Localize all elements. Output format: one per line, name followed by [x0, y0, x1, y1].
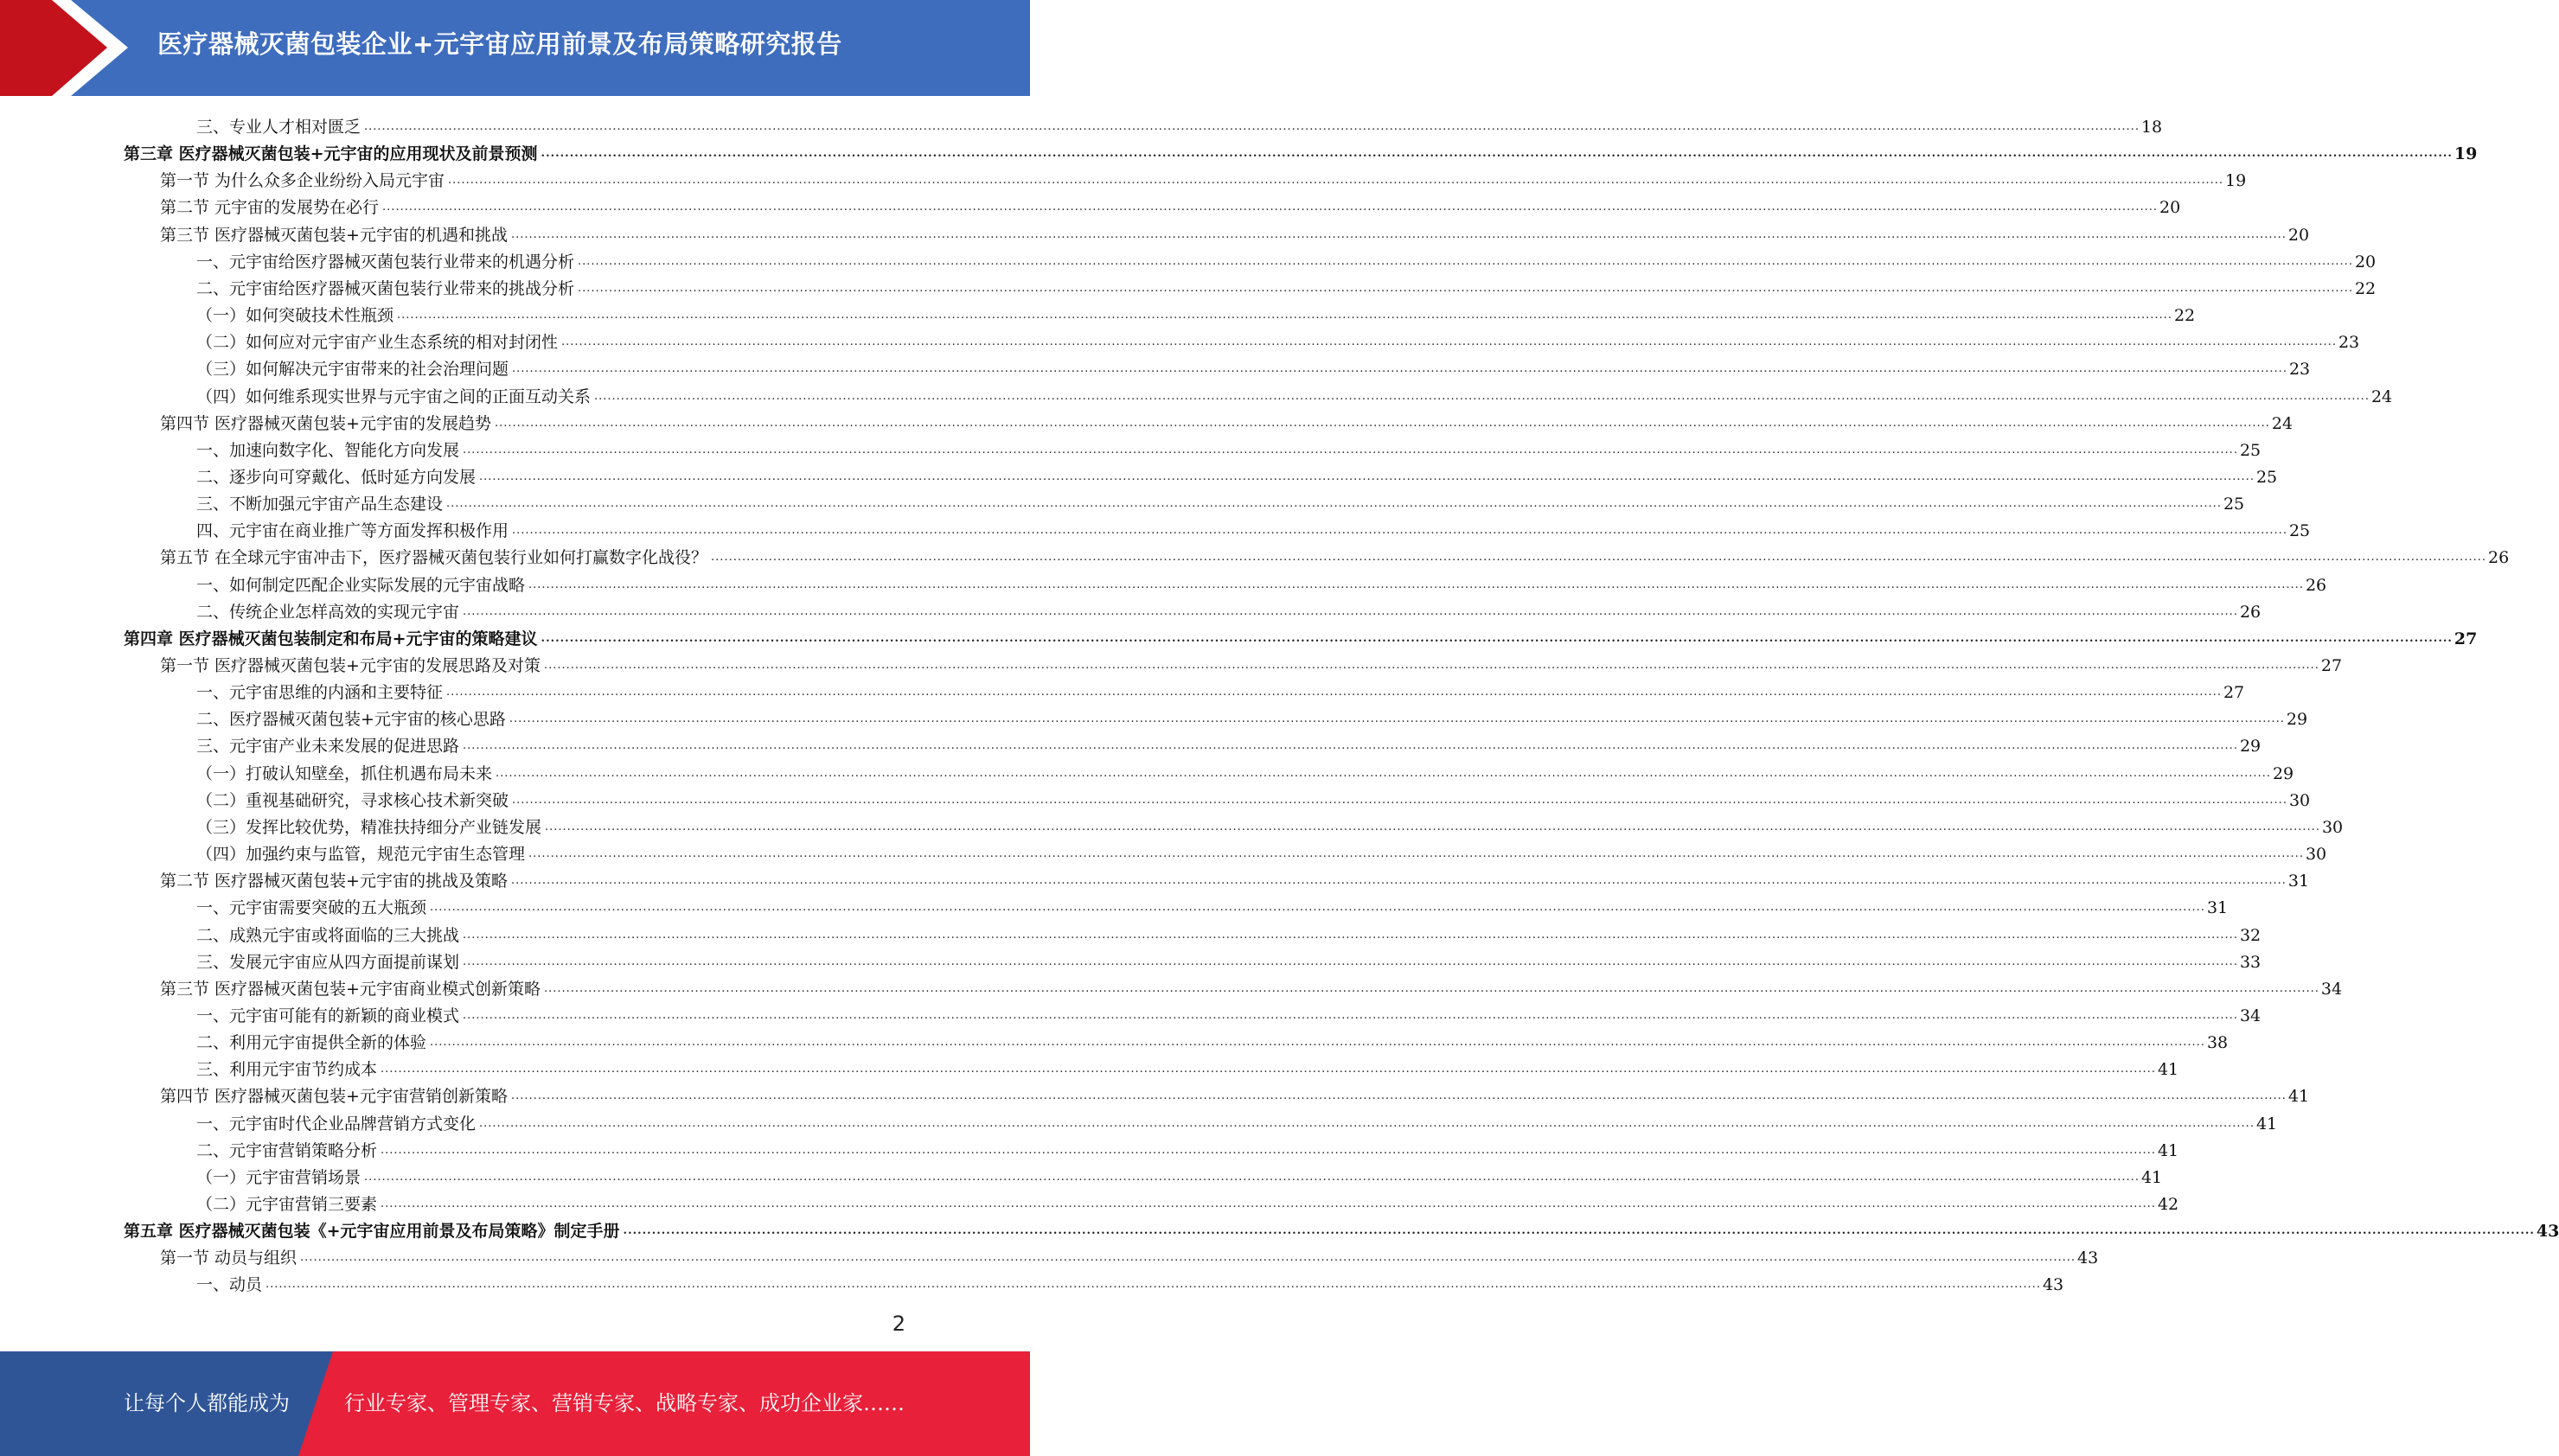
- toc-entry-title: （一）如何突破技术性瓶颈: [196, 306, 394, 325]
- toc-entry-page: 34: [2239, 1006, 2262, 1025]
- toc-dot-leader: ................................................................................................................................................................................................................................................................................................................................................................................................................: [300, 1251, 2076, 1264]
- toc-entry-title: 二、元宇宙给医疗器械灭菌包装行业带来的挑战分析: [196, 279, 575, 298]
- toc-section-entry[interactable]: [160, 407, 2294, 434]
- toc-entry-title: 一、元宇宙思维的内涵和主要特征: [196, 683, 444, 702]
- toc-entry-title: （二）重视基础研究，寻求核心技术新突破: [196, 791, 509, 810]
- toc-dot-leader: ................................................................................................................................................................................................................................................................................................................................................................................................................: [510, 228, 2287, 241]
- toc-entry-page: 30: [2321, 818, 2344, 837]
- toc-entry-title: 第四节 医疗器械灭菌包装+元宇宙营销创新策略: [160, 1087, 508, 1106]
- toc-entry-page: 20: [2287, 226, 2310, 245]
- toc-dot-leader: ................................................................................................................................................................................................................................................................................................................................................................................................................: [446, 686, 2222, 699]
- toc-entry-page: 22: [2354, 279, 2377, 298]
- toc-entry-page: 41: [2157, 1060, 2179, 1079]
- toc-entry-title: 三、发展元宇宙应从四方面提前谋划: [196, 953, 460, 972]
- toc-entry-page: 22: [2173, 306, 2196, 325]
- toc-section-entry[interactable]: [160, 219, 2310, 246]
- toc-entry-page: 29: [2239, 737, 2262, 756]
- toc-subsection-entry[interactable]: [196, 326, 2360, 353]
- toc-entry-title: 二、医疗器械灭菌包装+元宇宙的核心思路: [196, 710, 506, 729]
- toc-entry-page: 27: [2320, 656, 2343, 675]
- toc-dot-leader: ................................................................................................................................................................................................................................................................................................................................................................................................................: [512, 524, 2287, 537]
- toc-entry-title: 第四节 医疗器械灭菌包装+元宇宙的发展趋势: [160, 414, 491, 433]
- toc-section-entry[interactable]: [160, 164, 2247, 191]
- toc-entry-title: 三、不断加强元宇宙产品生态建设: [196, 495, 444, 514]
- toc-entry-page: 20: [2354, 252, 2377, 271]
- toc-subsection-entry[interactable]: [196, 111, 2163, 137]
- toc-entry-page: 27: [2453, 629, 2478, 648]
- toc-section-entry[interactable]: [160, 865, 2310, 891]
- toc-entry-page: 43: [2042, 1275, 2064, 1294]
- toc-entry-page: 24: [2271, 414, 2294, 433]
- toc-entry-page: 29: [2272, 764, 2294, 783]
- toc-dot-leader: ................................................................................................................................................................................................................................................................................................................................................................................................................: [265, 1278, 2041, 1291]
- toc-entry-title: 一、元宇宙需要突破的五大瓶颈: [196, 898, 427, 917]
- footer-slogan-left: 让每个人都能成为: [124, 1391, 290, 1415]
- toc-subsection-entry[interactable]: [196, 272, 2377, 299]
- toc-entry-page: 27: [2223, 683, 2245, 702]
- toc-dot-leader: ................................................................................................................................................................................................................................................................................................................................................................................................................: [496, 767, 2271, 780]
- toc-section-entry[interactable]: [160, 649, 2343, 676]
- toc-entry-title: 第五节 在全球元宇宙冲击下，医疗器械灭菌包装行业如何打赢数字化战役？: [160, 548, 708, 567]
- toc-dot-leader: ................................................................................................................................................................................................................................................................................................................................................................................................................: [711, 551, 2486, 564]
- toc-entry-page: 34: [2320, 980, 2343, 999]
- toc-entry-page: 29: [2286, 710, 2308, 729]
- toc-subsection-entry[interactable]: [196, 676, 2245, 703]
- toc-dot-leader: ................................................................................................................................................................................................................................................................................................................................................................................................................: [381, 1063, 2156, 1076]
- toc-entry-page: 18: [2140, 118, 2163, 137]
- toc-chapter-entry[interactable]: [124, 623, 2478, 649]
- toc-dot-leader: ................................................................................................................................................................................................................................................................................................................................................................................................................: [541, 632, 2453, 645]
- toc-dot-leader: ................................................................................................................................................................................................................................................................................................................................................................................................................: [463, 444, 2238, 457]
- toc-dot-leader: ................................................................................................................................................................................................................................................................................................................................................................................................................: [543, 982, 2319, 995]
- toc-subsection-entry[interactable]: [196, 946, 2262, 973]
- toc-dot-leader: ................................................................................................................................................................................................................................................................................................................................................................................................................: [510, 1089, 2287, 1102]
- toc-subsection-entry[interactable]: [196, 1108, 2278, 1134]
- toc-subsection-entry[interactable]: [196, 730, 2262, 757]
- toc-subsection-entry[interactable]: [196, 703, 2308, 730]
- toc-chapter-entry[interactable]: [124, 1215, 2559, 1242]
- toc-entry-page: 26: [2239, 603, 2262, 622]
- toc-subsection-entry[interactable]: [196, 1053, 2179, 1080]
- toc-entry-title: 三、专业人才相对匮乏: [196, 118, 361, 137]
- toc-dot-leader: ................................................................................................................................................................................................................................................................................................................................................................................................................: [528, 847, 2304, 860]
- toc-dot-leader: ................................................................................................................................................................................................................................................................................................................................................................................................................: [463, 605, 2238, 618]
- toc-section-entry[interactable]: [160, 541, 2510, 568]
- toc-entry-page: 26: [2305, 576, 2327, 595]
- toc-entry-page: 33: [2239, 953, 2262, 972]
- toc-entry-title: 第三章 医疗器械灭菌包装+元宇宙的应用现状及前景预测: [124, 144, 538, 163]
- toc-entry-page: 19: [2224, 171, 2247, 190]
- toc-dot-leader: ................................................................................................................................................................................................................................................................................................................................................................................................................: [512, 362, 2287, 375]
- toc-entry-page: 43: [2536, 1222, 2559, 1241]
- toc-dot-leader: ................................................................................................................................................................................................................................................................................................................................................................................................................: [364, 120, 2140, 133]
- toc-entry-title: 第一节 为什么众多企业纷纷入局元宇宙: [160, 171, 445, 190]
- toc-dot-leader: ................................................................................................................................................................................................................................................................................................................................................................................................................: [397, 309, 2172, 322]
- toc-entry-title: 第四章 医疗器械灭菌包装制定和布局+元宇宙的策略建议: [124, 629, 538, 648]
- toc-dot-leader: ................................................................................................................................................................................................................................................................................................................................................................................................................: [463, 929, 2238, 942]
- toc-entry-title: 四、元宇宙在商业推广等方面发挥积极作用: [196, 521, 509, 540]
- toc-dot-leader: ................................................................................................................................................................................................................................................................................................................................................................................................................: [463, 1009, 2238, 1022]
- toc-subsection-entry[interactable]: [196, 299, 2196, 326]
- toc-subsection-entry[interactable]: [196, 811, 2344, 838]
- toc-entry-title: 二、元宇宙营销策略分析: [196, 1141, 378, 1160]
- toc-subsection-entry[interactable]: [196, 461, 2278, 488]
- toc-entry-page: 43: [2076, 1248, 2099, 1268]
- toc-entry-page: 23: [2288, 360, 2311, 379]
- toc-subsection-entry[interactable]: [196, 353, 2311, 380]
- toc-entry-title: （一）打破认知壁垒，抓住机遇布局未来: [196, 764, 493, 783]
- toc-entry-title: 二、利用元宇宙提供全新的体验: [196, 1033, 427, 1052]
- toc-subsection-entry[interactable]: [196, 1134, 2179, 1161]
- toc-subsection-entry[interactable]: [196, 246, 2377, 272]
- toc-entry-title: 一、元宇宙给医疗器械灭菌包装行业带来的机遇分析: [196, 252, 575, 271]
- toc-entry-title: 一、元宇宙时代企业品牌营销方式变化: [196, 1114, 477, 1134]
- toc-section-entry[interactable]: [160, 973, 2343, 999]
- toc-entry-page: 24: [2370, 387, 2393, 406]
- toc-dot-leader: ................................................................................................................................................................................................................................................................................................................................................................................................................: [479, 470, 2255, 483]
- toc-subsection-entry[interactable]: [196, 784, 2311, 811]
- toc-subsection-entry[interactable]: [196, 1161, 2163, 1188]
- toc-entry-title: 二、成熟元宇宙或将面临的三大挑战: [196, 926, 460, 945]
- toc-entry-page: 41: [2140, 1168, 2163, 1187]
- toc-entry-title: 一、动员: [196, 1275, 263, 1294]
- toc-entry-page: 38: [2206, 1033, 2229, 1052]
- toc-entry-title: 第二节 医疗器械灭菌包装+元宇宙的挑战及策略: [160, 872, 508, 891]
- toc-entry-page: 32: [2239, 926, 2262, 945]
- toc-dot-leader: ................................................................................................................................................................................................................................................................................................................................................................................................................: [382, 201, 2158, 214]
- toc-entry-title: 一、如何制定匹配企业实际发展的元宇宙战略: [196, 576, 526, 595]
- toc-entry-page: 31: [2287, 872, 2310, 891]
- toc-entry-title: 第五章 医疗器械灭菌包装《+元宇宙应用前景及布局策略》制定手册: [124, 1222, 620, 1241]
- toc-entry-title: （三）发挥比较优势，精准扶持细分产业链发展: [196, 818, 542, 837]
- toc-dot-leader: ................................................................................................................................................................................................................................................................................................................................................................................................................: [448, 174, 2223, 187]
- toc-subsection-entry[interactable]: [196, 1268, 2064, 1295]
- toc-dot-leader: ................................................................................................................................................................................................................................................................................................................................................................................................................: [494, 417, 2270, 430]
- toc-entry-title: 第三节 医疗器械灭菌包装+元宇宙商业模式创新策略: [160, 980, 541, 999]
- toc-entry-page: 30: [2305, 845, 2327, 864]
- toc-dot-leader: ................................................................................................................................................................................................................................................................................................................................................................................................................: [528, 578, 2304, 591]
- toc-entry-title: 第一节 医疗器械灭菌包装+元宇宙的发展思路及对策: [160, 656, 541, 675]
- toc-dot-leader: ................................................................................................................................................................................................................................................................................................................................................................................................................: [463, 955, 2238, 968]
- toc-entry-page: 41: [2287, 1087, 2310, 1106]
- toc-entry-title: （一）元宇宙营销场景: [196, 1168, 361, 1187]
- toc-entry-title: （四）加强约束与监管，规范元宇宙生态管理: [196, 845, 526, 864]
- toc-dot-leader: ................................................................................................................................................................................................................................................................................................................................................................................................................: [545, 821, 2320, 833]
- toc-subsection-entry[interactable]: [196, 1026, 2229, 1053]
- toc-dot-leader: ................................................................................................................................................................................................................................................................................................................................................................................................................: [541, 147, 2453, 160]
- toc-dot-leader: ................................................................................................................................................................................................................................................................................................................................................................................................................: [381, 1144, 2156, 1157]
- toc-entry-title: 三、元宇宙产业未来发展的促进思路: [196, 737, 460, 756]
- toc-dot-leader: ................................................................................................................................................................................................................................................................................................................................................................................................................: [509, 712, 2285, 725]
- toc-entry-title: 第二节 元宇宙的发展势在必行: [160, 198, 380, 217]
- toc-dot-leader: ................................................................................................................................................................................................................................................................................................................................................................................................................: [463, 739, 2238, 752]
- toc-dot-leader: ................................................................................................................................................................................................................................................................................................................................................................................................................: [561, 335, 2337, 348]
- toc-entry-page: 26: [2487, 548, 2510, 567]
- toc-dot-leader: ................................................................................................................................................................................................................................................................................................................................................................................................................: [512, 794, 2287, 807]
- page-header: [0, 0, 1030, 96]
- toc-dot-leader: ................................................................................................................................................................................................................................................................................................................................................................................................................: [578, 282, 2353, 295]
- page-number: 2: [892, 1312, 905, 1336]
- toc-dot-leader: ................................................................................................................................................................................................................................................................................................................................................................................................................: [446, 497, 2222, 510]
- chevron-red: [0, 0, 107, 96]
- toc-entry-page: 25: [2223, 495, 2245, 514]
- toc-entry-title: （二）元宇宙营销三要素: [196, 1195, 378, 1214]
- toc-entry-title: 二、传统企业怎样高效的实现元宇宙: [196, 603, 460, 622]
- toc-entry-page: 25: [2288, 521, 2311, 540]
- toc-entry-title: 三、利用元宇宙节约成本: [196, 1060, 378, 1079]
- toc-subsection-entry[interactable]: [196, 380, 2393, 407]
- toc-entry-page: 42: [2157, 1195, 2179, 1214]
- toc-subsection-entry[interactable]: [196, 596, 2262, 623]
- toc-subsection-entry[interactable]: [196, 569, 2327, 596]
- toc-dot-leader: ................................................................................................................................................................................................................................................................................................................................................................................................................: [623, 1224, 2535, 1237]
- toc-section-entry[interactable]: [160, 191, 2181, 218]
- toc-entry-page: 25: [2255, 468, 2278, 487]
- toc-entry-page: 41: [2255, 1114, 2278, 1134]
- toc-entry-page: 19: [2453, 144, 2478, 163]
- toc-entry-title: 二、逐步向可穿戴化、低时延方向发展: [196, 468, 477, 487]
- toc-entry-page: 20: [2159, 198, 2181, 217]
- toc-dot-leader: ................................................................................................................................................................................................................................................................................................................................................................................................................: [364, 1171, 2140, 1184]
- toc-entry-title: （二）如何应对元宇宙产业生态系统的相对封闭性: [196, 333, 559, 352]
- toc-dot-leader: ................................................................................................................................................................................................................................................................................................................................................................................................................: [430, 1036, 2205, 1049]
- toc-entry-page: 25: [2239, 441, 2262, 460]
- toc-dot-leader: ................................................................................................................................................................................................................................................................................................................................................................................................................: [381, 1197, 2156, 1210]
- toc-subsection-entry[interactable]: [196, 757, 2294, 784]
- toc-entry-title: （三）如何解决元宇宙带来的社会治理问题: [196, 360, 509, 379]
- toc-subsection-entry[interactable]: [196, 514, 2311, 541]
- toc-subsection-entry[interactable]: [196, 919, 2262, 946]
- toc-entry-page: 31: [2206, 898, 2229, 917]
- toc-section-entry[interactable]: [160, 1242, 2099, 1268]
- report-title: 医疗器械灭菌包装企业+元宇宙应用前景及布局策略研究报告: [157, 29, 842, 59]
- toc-entry-title: 第三节 医疗器械灭菌包装+元宇宙的机遇和挑战: [160, 226, 508, 245]
- toc-subsection-entry[interactable]: [196, 488, 2245, 514]
- toc-dot-leader: ................................................................................................................................................................................................................................................................................................................................................................................................................: [594, 390, 2370, 403]
- toc-chapter-entry[interactable]: [124, 137, 2478, 164]
- toc-entry-page: 23: [2338, 333, 2360, 352]
- toc-entry-page: 41: [2157, 1141, 2179, 1160]
- toc-subsection-entry[interactable]: [196, 1188, 2179, 1215]
- toc-dot-leader: ................................................................................................................................................................................................................................................................................................................................................................................................................: [510, 874, 2287, 887]
- page-footer: [0, 1351, 1030, 1456]
- toc-dot-leader: ................................................................................................................................................................................................................................................................................................................................................................................................................: [479, 1117, 2255, 1130]
- toc-entry-title: 一、元宇宙可能有的新颖的商业模式: [196, 1006, 460, 1025]
- toc-dot-leader: ................................................................................................................................................................................................................................................................................................................................................................................................................: [578, 255, 2353, 268]
- toc-subsection-entry[interactable]: [196, 999, 2262, 1026]
- toc-subsection-entry[interactable]: [196, 434, 2262, 461]
- toc-entry-title: 一、加速向数字化、智能化方向发展: [196, 441, 460, 460]
- toc-dot-leader: ................................................................................................................................................................................................................................................................................................................................................................................................................: [543, 659, 2319, 672]
- toc-subsection-entry[interactable]: [196, 838, 2327, 865]
- toc-entry-title: （四）如何维系现实世界与元宇宙之间的正面互动关系: [196, 387, 592, 406]
- toc-subsection-entry[interactable]: [196, 891, 2229, 918]
- toc-dot-leader: ................................................................................................................................................................................................................................................................................................................................................................................................................: [430, 901, 2205, 914]
- toc-section-entry[interactable]: [160, 1080, 2310, 1107]
- toc-entry-page: 30: [2288, 791, 2311, 810]
- footer-slogan-right: 行业专家、管理专家、营销专家、战略专家、成功企业家……: [344, 1391, 905, 1415]
- toc-entry-title: 第一节 动员与组织: [160, 1248, 297, 1268]
